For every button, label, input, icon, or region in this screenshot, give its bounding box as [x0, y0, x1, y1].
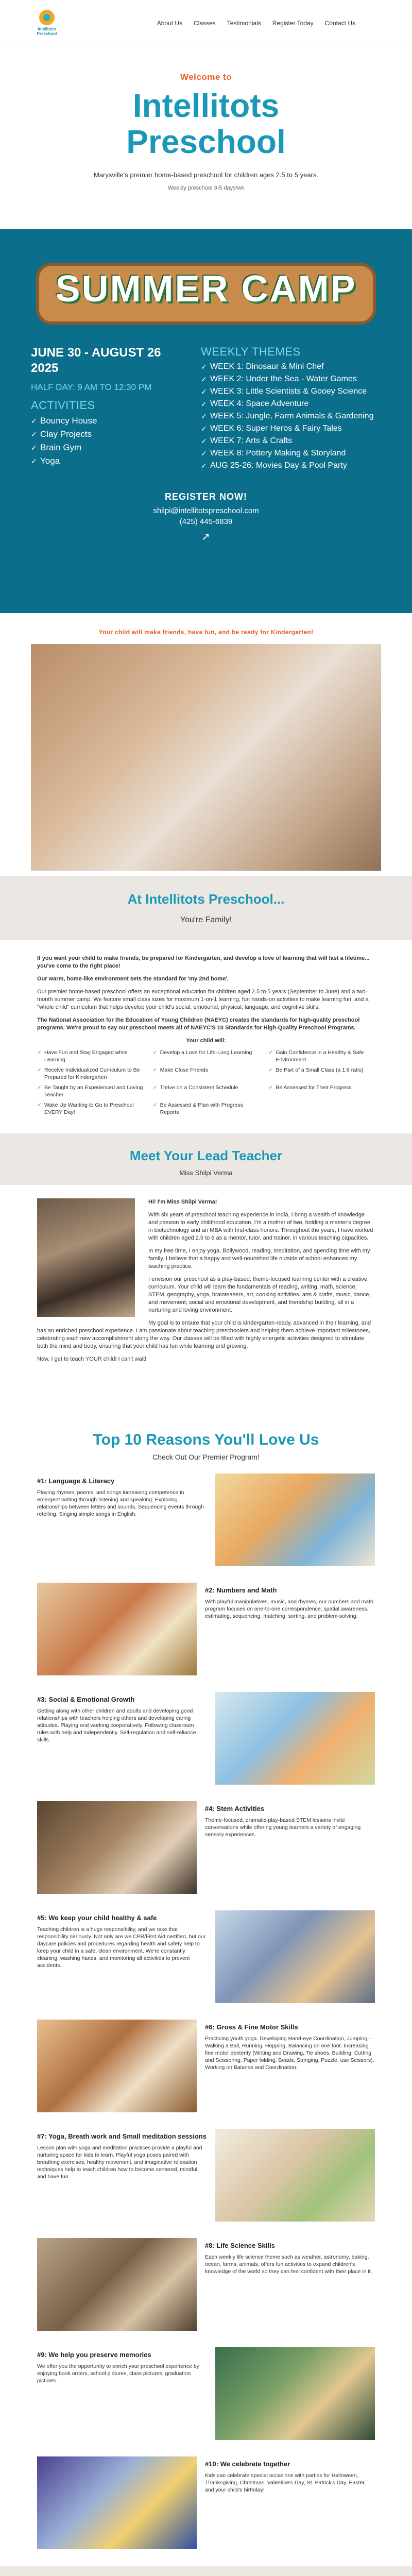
teacher-heading: Meet Your Lead Teacher — [129, 1148, 283, 1163]
summer-camp-right — [201, 345, 381, 472]
activities-list — [31, 414, 170, 468]
child-benefit: ✓ Have Fun and Stay Engaged while Learning — [37, 1049, 144, 1063]
themes-list — [201, 361, 381, 472]
nav-register-today[interactable]: Register Today — [272, 19, 314, 27]
reason-description: Lesson plan with yoga and meditation practices provide a playful and nurturing space for kids to learn. Playful yoga poses paired with breathing exercises, healthy movement, and imaginative relaxation techniques help to teach children how to become centered, mindful, and have fun. — [37, 2145, 202, 2180]
intellitots-banner — [0, 876, 412, 940]
reason-row — [37, 1473, 375, 1583]
reason-row — [37, 2020, 375, 2129]
reason-title: #5: We keep your child healthy & safe — [37, 1914, 157, 1922]
about-home: Our warm, home-like environment sets the standard for 'my 2nd home'. — [37, 976, 229, 982]
reason-photo — [215, 2129, 375, 2222]
reason-description: Teaching children is a huge responsibility, and we take that responsibility seriously. Not only are we CPR/First Aid certified, but our daycare policies and procedures regarding health and safety help to keep your child in a safe, clean environment. We're constantly cleaning, washing hands, and monitoring all activities to prevent accidents. — [37, 1926, 206, 1969]
reason-row — [37, 2347, 375, 2456]
reason-title: #6: Gross & Fine Motor Skills — [205, 2023, 298, 2031]
reason-photo — [215, 1910, 375, 2003]
brand-title — [0, 88, 412, 160]
reason-text-block — [205, 2238, 375, 2275]
kids-section — [0, 613, 412, 876]
child-benefit: ✓ Thrive on a Consistent Schedule — [153, 1084, 260, 1098]
nav-testimonials[interactable]: Testimonials — [227, 19, 261, 27]
reason-description: Playing rhymes, poems, and songs increasing competence in emergent writing through listening and speaking. Exploring relationships between letters and sounds. Sequencing events through retelling. Singing simple songs in English. — [37, 1489, 204, 1517]
reason-row — [37, 2456, 375, 2566]
hero-weekdays: Weekly preschool 3-5 days/wk — [167, 185, 245, 191]
reason-row — [37, 1801, 375, 1910]
reason-text-block — [37, 1473, 207, 1518]
reason-title: #2: Numbers and Math — [205, 1586, 277, 1594]
teacher-greeting: Hi! I'm Miss Shilpi Verma! — [148, 1199, 217, 1205]
main-menu — [157, 20, 355, 27]
reasons-list — [0, 1473, 412, 2566]
theme-item: ✓ AUG 25-26: Movies Day & Pool Party — [201, 460, 381, 472]
summer-camp-banner — [31, 252, 381, 335]
theme-item: ✓ WEEK 6: Super Heros & Fairy Tales — [201, 422, 381, 435]
welcome-text: Welcome to — [180, 72, 232, 82]
reason-description: Each weekly life science theme such as weather, astronomy, baking, ocean, farms, animals, offers fun activities to expand children's knowledge of the world so they can feel confident with their place in it. — [205, 2254, 372, 2275]
teacher-banner — [0, 1133, 412, 1185]
camp-dates: JUNE 30 - AUGUST 26 2025 — [31, 346, 161, 375]
child-benefit: ✓ Be Assessed & Plan with Progress Reports — [153, 1101, 260, 1116]
register-block — [31, 492, 381, 543]
reason-title: #9: We help you preserve memories — [37, 2351, 151, 2359]
teacher-section — [0, 1185, 412, 1417]
reason-title: #10: We celebrate together — [205, 2460, 290, 2468]
theme-item: ✓ WEEK 8: Pottery Making & Storyland — [201, 447, 381, 460]
theme-item: ✓ WEEK 3: Little Scientists & Gooey Science — [201, 385, 381, 398]
child-benefit: ✓ Be Taught by an Experienced and Loving Teacher — [37, 1084, 144, 1098]
child-benefit: ✓ Be Part of a Small Class (a 1:6 ratio) — [268, 1066, 375, 1081]
reason-row — [37, 2238, 375, 2347]
child-benefit: ✓ Gain Confidence in a Healthy & Safe Environment — [268, 1049, 375, 1063]
child-benefit: ✓ Develop a Love for Life-Long Learning — [153, 1049, 260, 1063]
reason-row — [37, 1692, 375, 1801]
child-benefit: ✓ Make Close Friends — [153, 1066, 260, 1081]
reason-photo — [37, 1801, 197, 1894]
reason-text-block — [205, 2020, 375, 2071]
reason-photo — [215, 1692, 375, 1785]
brand-line-1: Intellitots — [132, 87, 280, 124]
cursor-icon: ➚ — [201, 531, 211, 543]
intellitots-heading: At Intellitots Preschool... — [127, 891, 285, 907]
theme-item: ✓ WEEK 1: Dinosaur & Mini Chef — [201, 361, 381, 373]
camp-halfday: HALF DAY: 9 AM TO 12:30 PM — [31, 382, 152, 392]
reason-title: #3: Social & Emotional Growth — [37, 1696, 135, 1703]
summer-camp-columns — [31, 345, 381, 472]
nav-classes[interactable]: Classes — [194, 19, 216, 27]
reason-photo — [215, 1473, 375, 1566]
teacher-photo — [37, 1198, 135, 1317]
reason-photo — [37, 2238, 197, 2331]
brand-line-2: Preschool — [126, 123, 286, 160]
teacher-name: Miss Shilpi Verma — [179, 1169, 233, 1177]
site-logo[interactable] — [32, 7, 62, 40]
sun-logo-icon — [39, 10, 55, 25]
reason-photo — [37, 1583, 197, 1675]
reason-description: Theme-focused, dramatic-play-based STEM lessons invite conversations while offering young learners a variety of engaging sensory experiences. — [205, 1817, 361, 1838]
top10-banner — [0, 1417, 412, 1473]
about-naeyc: The National Association for the Education of Young Children (NAEYC) creates the standards for high-quality preschool programs. We're proud to say our preschool meets all of NAEYC'S 10 Standards for High-Quality Preschool Programs. — [37, 1017, 360, 1031]
hero-tagline: Marysville's premier home-based preschool for children ages 2.5 to 5 years. — [93, 171, 318, 179]
reason-description: We offer you the opportunity to enrich your preschool experience by enjoying book orders, school pictures, class pictures, graduation pictures. — [37, 2363, 199, 2384]
register-title[interactable]: REGISTER NOW! — [165, 492, 247, 502]
teacher-hobbies: In my free time, I enjoy yoga, Bollywood, reading, meditation, and spending time with my family. I believe that a happy and well-nourished life outside of school enhances my teaching practice. — [148, 1248, 370, 1269]
child-benefit: ✓ Receive Individualized Curriculum to Be Prepared for Kindergarten — [37, 1066, 144, 1081]
reason-text-block — [37, 1692, 207, 1743]
reason-text-block — [37, 2347, 207, 2384]
about-section — [0, 940, 412, 1133]
child-benefit: ✓ Be Assessed for Their Progress — [268, 1084, 375, 1098]
register-email[interactable]: shilpi@intellitotspreschool.com — [153, 506, 259, 515]
about-intro: If you want your child to make friends, be prepared for Kindergarten, and develop a love of learning that will last a lifetime... you've come to the right place! — [37, 955, 370, 969]
summer-camp-section — [0, 229, 412, 613]
reason-title: #4: Stem Activities — [205, 1805, 265, 1812]
reason-row — [37, 2129, 375, 2238]
choose-banner — [0, 2566, 412, 2576]
reason-photo — [37, 2020, 197, 2112]
reason-row — [37, 1910, 375, 2020]
nav-contact-us[interactable]: Contact Us — [324, 19, 355, 27]
reason-row — [37, 1583, 375, 1692]
reason-title: #7: Yoga, Breath work and Small meditation sessions — [37, 2132, 207, 2140]
logo-text: Intellitots Preschool — [37, 27, 57, 36]
about-program: Our premier home-based preschool offers an exceptional education for children aged 2.5 to 5 years (September to June) and a two-month summer camp. We feature small class sizes for maximum 1-on-1 learning, fun hands-on activities to make learning fun, and a "whole child" curriculum that helps develop your child's social, emotional, physical, language, and cognitive skills. — [37, 989, 369, 1010]
teacher-vision: I envision our preschool as a play-based, theme-focused learning center with a creative curriculum. Your child will learn the fundamentals of reading, writing, math, science, STEM, geography, yoga, brainteasers, art, cooking activities, arts & crafts, music, dance, and movement; social and emotional development, and friendship building, all in a nurturing and loving environment. — [148, 1276, 371, 1313]
theme-item: ✓ WEEK 7: Arts & Crafts — [201, 435, 381, 447]
reason-photo — [37, 2456, 197, 2549]
teacher-goal: My goal is to ensure that your child is kindergarten-ready, advanced in their learning, and has an enriched preschool experience. I am passionate about teaching preschoolers and helping them achieve important milestones, celebrating each new accomplishment along the way. Our classes will be filled with highly energetic activities designed to stimulate both the mind and body, ensuring that your child has fun while learning and growing. — [37, 1320, 371, 1349]
theme-item: ✓ WEEK 2: Under the Sea - Water Games — [201, 373, 381, 385]
reason-text-block — [205, 2456, 375, 2494]
theme-item: ✓ WEEK 5: Jungle, Farm Animals & Gardening — [201, 410, 381, 422]
nav-about-us[interactable]: About Us — [157, 19, 183, 27]
kids-photo — [31, 644, 381, 871]
reason-description: Getting along with other children and adults and developing good relationships with teachers helping others and developing caring attitudes. Playing and working cooperatively. Following classroom rules with help and independently. Self-regulation and self-reliance skills. — [37, 1708, 196, 1743]
summer-camp-title: SUMMER CAMP — [55, 268, 357, 310]
reason-description: With playful manipulatives, music, and rhymes, our numbers and math program focuses on one-to-one correspondence, spatial awareness, estimating, sequencing, matching, sorting, and problem-solving. — [205, 1599, 373, 1619]
hero-section — [0, 46, 412, 229]
activity-item: ✓ Brain Gym — [31, 441, 170, 454]
activities-title: ACTIVITIES — [31, 399, 95, 412]
top10-heading: Top 10 Reasons You'll Love Us — [93, 1431, 319, 1448]
register-phone[interactable]: (425) 445-6839 — [179, 517, 233, 526]
reason-text-block — [37, 1910, 207, 1969]
child-benefit: ✓ Wake Up Wanting to Go to Preschool EVERY Day! — [37, 1101, 144, 1116]
activity-item: ✓ Yoga — [31, 454, 170, 468]
theme-item: ✓ WEEK 4: Space Adventure — [201, 398, 381, 410]
child-will-title: Your child will: — [186, 1038, 226, 1044]
reason-text-block — [37, 2129, 207, 2180]
intellitots-subheading: You're Family! — [180, 916, 232, 924]
teacher-bio: With six years of preschool teaching experience in India, I bring a wealth of knowledge and passion to early childhood education. I'm a mother of two, holding a master's degree in biotechnology and an MBA with first-class honors. Throughout the years, I have worked with children aged 2.5 to 6 as a mentor, tutor, and trainer, in various teaching capacities. — [148, 1212, 373, 1241]
top-nav — [0, 0, 412, 46]
reason-description: Practicing youth yoga. Developing Hand-eye Coordination, Jumping - Walking a Ball, Running, Hopping, Balancing on one foot. Increasing fine motor dexterity (Writing and Drawing, Tie shoes, Building, Cutting and Scissoring, Paper folding, Beads, Stringing, Puzzle, use Scissors). Working on Balance and Coordination. — [205, 2036, 374, 2071]
teacher-closing: Now, I get to teach YOUR child! I can't wait! — [37, 1356, 147, 1362]
child-will-grid — [37, 1049, 375, 1116]
themes-title: WEEKLY THEMES — [201, 345, 301, 358]
activity-item: ✓ Bouncy House — [31, 414, 170, 428]
reason-description: Kids can celebrate special occasions with parties for Halloween, Thanksgiving, Christmas, Valentine's Day, St. Patrick's Day, Easter, and your child's birthday! — [205, 2472, 366, 2493]
kids-heading: Your child will make friends, have fun, and be ready for Kindergarten! — [98, 629, 314, 636]
activity-item: ✓ Clay Projects — [31, 428, 170, 441]
reason-title: #1: Language & Literacy — [37, 1477, 115, 1485]
summer-camp-left — [31, 345, 170, 472]
reason-title: #8: Life Science Skills — [205, 2242, 275, 2249]
reason-photo — [215, 2347, 375, 2440]
top10-subheading: Check Out Our Premier Program! — [152, 1453, 260, 1461]
reason-text-block — [205, 1801, 375, 1838]
reason-text-block — [205, 1583, 375, 1620]
